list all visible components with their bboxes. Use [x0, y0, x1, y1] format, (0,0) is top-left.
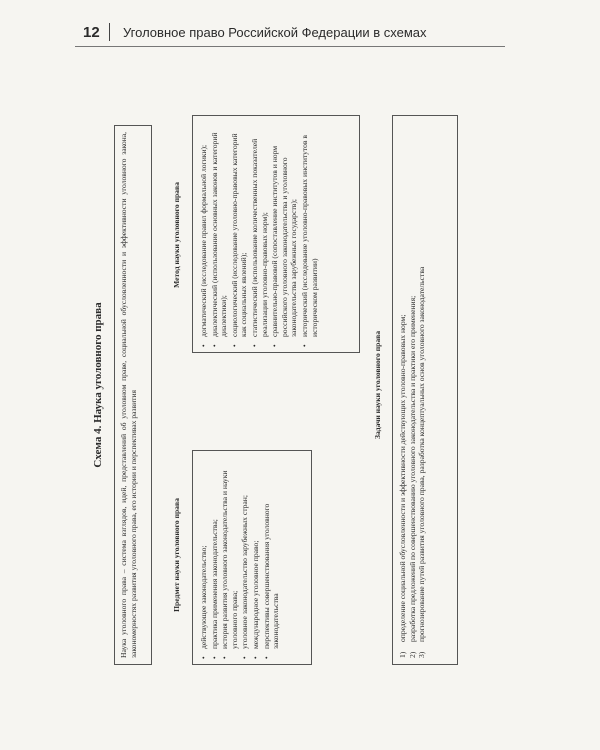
list-item: • исторический (исследование уголовно-правовых институтов в историческом развитии) [300, 121, 319, 348]
header-rule [75, 46, 505, 47]
list-item: • статистический (использование количественных показателей реализации уголовно-правовых норм); [250, 121, 269, 348]
method-title: Метод науки уголовного права [172, 182, 181, 288]
list-item: • уголовное законодательство зарубежных стран; [240, 457, 250, 660]
subject-list [199, 457, 281, 660]
item-text: разработка предложений по совершенствованию уголовного законодательства и практики его применения; [407, 295, 417, 642]
list-item: • действующее законодательство; [199, 457, 209, 660]
item-number: 3) [417, 651, 427, 658]
subject-box [192, 450, 312, 665]
scheme-diagram [90, 105, 490, 665]
list-item: • практика применения законодательства; [210, 457, 220, 660]
list-item: • история развития уголовного законодательства и науки уголовного права; [220, 457, 239, 660]
list-item: • сравнительно-правовой (сопоставление институтов и норм российского уголовного законодательства и уголовного законодательства зарубежных государств); [270, 121, 299, 348]
running-head [75, 20, 505, 44]
tasks-box [392, 115, 458, 665]
item-number: 1) [398, 651, 407, 658]
list-item: • международное уголовное право; [251, 457, 261, 660]
item-text: прогнозирование путей развития уголовного права, разработка концептуальных основ уголовного законодательства [417, 266, 427, 642]
method-list [199, 121, 319, 348]
list-item [398, 122, 408, 658]
subject-title: Предмет науки уголовного права [172, 498, 181, 612]
item-number: 2) [407, 651, 417, 658]
item-text: определение социальной обусловленности и эффективности действующих уголовно-правовых норм; [398, 314, 407, 642]
list-item [408, 122, 418, 658]
list-item: • перспективы совершенствования уголовного законодательства [262, 457, 281, 660]
tasks-list [398, 122, 427, 658]
list-item [417, 122, 427, 658]
page-number: 12 [83, 24, 100, 41]
method-box [192, 115, 360, 353]
scheme-title: Схема 4. Наука уголовного права [92, 302, 104, 468]
list-item: • догматический (исследование правил формальной логики); [199, 121, 209, 348]
book-title: Уголовное право Российской Федерации в схемах [123, 25, 427, 40]
list-item: • диалектический (использование основных законов и категорий диалектики); [210, 121, 229, 348]
list-item: • социологический (исследование уголовно-правовых категорий как социальных явлений); [230, 121, 249, 348]
tasks-title: Задачи науки уголовного права [373, 330, 382, 440]
definition-box: Наука уголовного права – система взглядов, идей, представлений об уголовном праве, социальной обусловленности и эффективности уголовного закона, закономерностях развития уголовного права, его истории и перспективах развития [114, 125, 152, 665]
header-separator [109, 23, 110, 41]
